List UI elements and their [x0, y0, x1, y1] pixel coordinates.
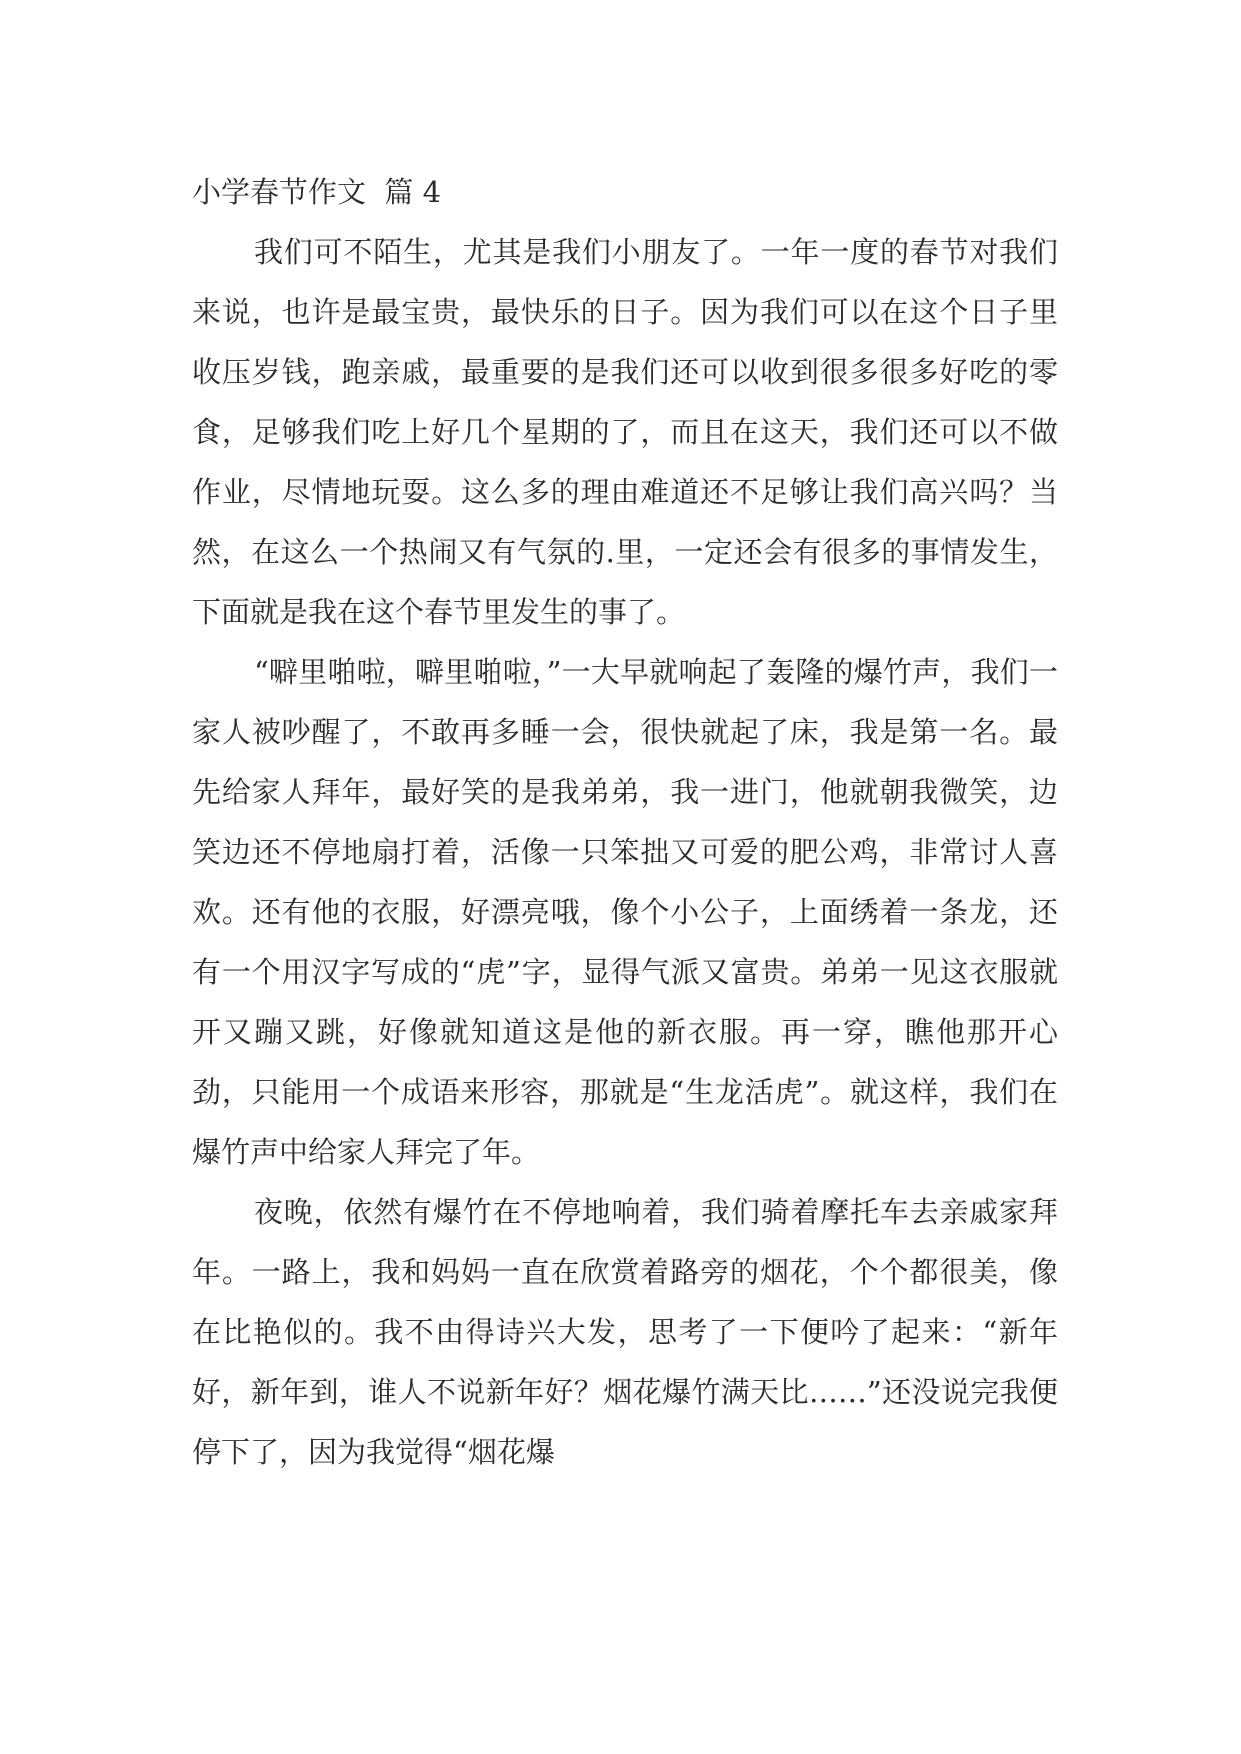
document-body: [192, 162, 1058, 1482]
paragraph-3: 夜晚，依然有爆竹在不停地响着，我们骑着摩托车去亲戚家拜年。一路上，我和妈妈一直在欣赏着路旁的烟花，个个都很美，像在比艳似的。我不由得诗兴大发，思考了一下便吟了起来：“新年好，新年到，谁人不说新年好？烟花爆竹满天比……”还没说完我便停下了，因为我觉得“烟花爆: [192, 1195, 1058, 1469]
paragraph-2: “噼里啪啦，噼里啪啦，”一大早就响起了轰隆的爆竹声，我们一家人被吵醒了，不敢再多睡一会，很快就起了床，我是第一名。最先给家人拜年，最好笑的是我弟弟，我一进门，他就朝我微笑，边笑边还不停地扇打着，活像一只笨拙又可爱的肥公鸡，非常讨人喜欢。还有他的衣服，好漂亮哦，像个小公子，上面绣着一条龙，还有一个用汉字写成的“虎”字，显得气派又富贵。弟弟一见这衣服就开又蹦又跳，好像就知道这是他的新衣服。再一穿，瞧他那开心劲，只能用一个成语来形容，那就是“生龙活虎”。就这样，我们在爆竹声中给家人拜完了年。: [192, 655, 1058, 1169]
page-title: 小学春节作文 篇 4: [192, 175, 442, 209]
paragraph-1: 我们可不陌生，尤其是我们小朋友了。一年一度的春节对我们来说，也许是最宝贵，最快乐的日子。因为我们可以在这个日子里收压岁钱，跑亲戚，最重要的是我们还可以收到很多很多好吃的零食，足够我们吃上好几个星期的了，而且在这天，我们还可以不做作业，尽情地玩耍。这么多的理由难道还不足够让我们高兴吗？当然，在这么一个热闹又有气氛的.里，一定还会有很多的事情发生，下面就是我在这个春节里发生的事了。: [192, 235, 1058, 629]
